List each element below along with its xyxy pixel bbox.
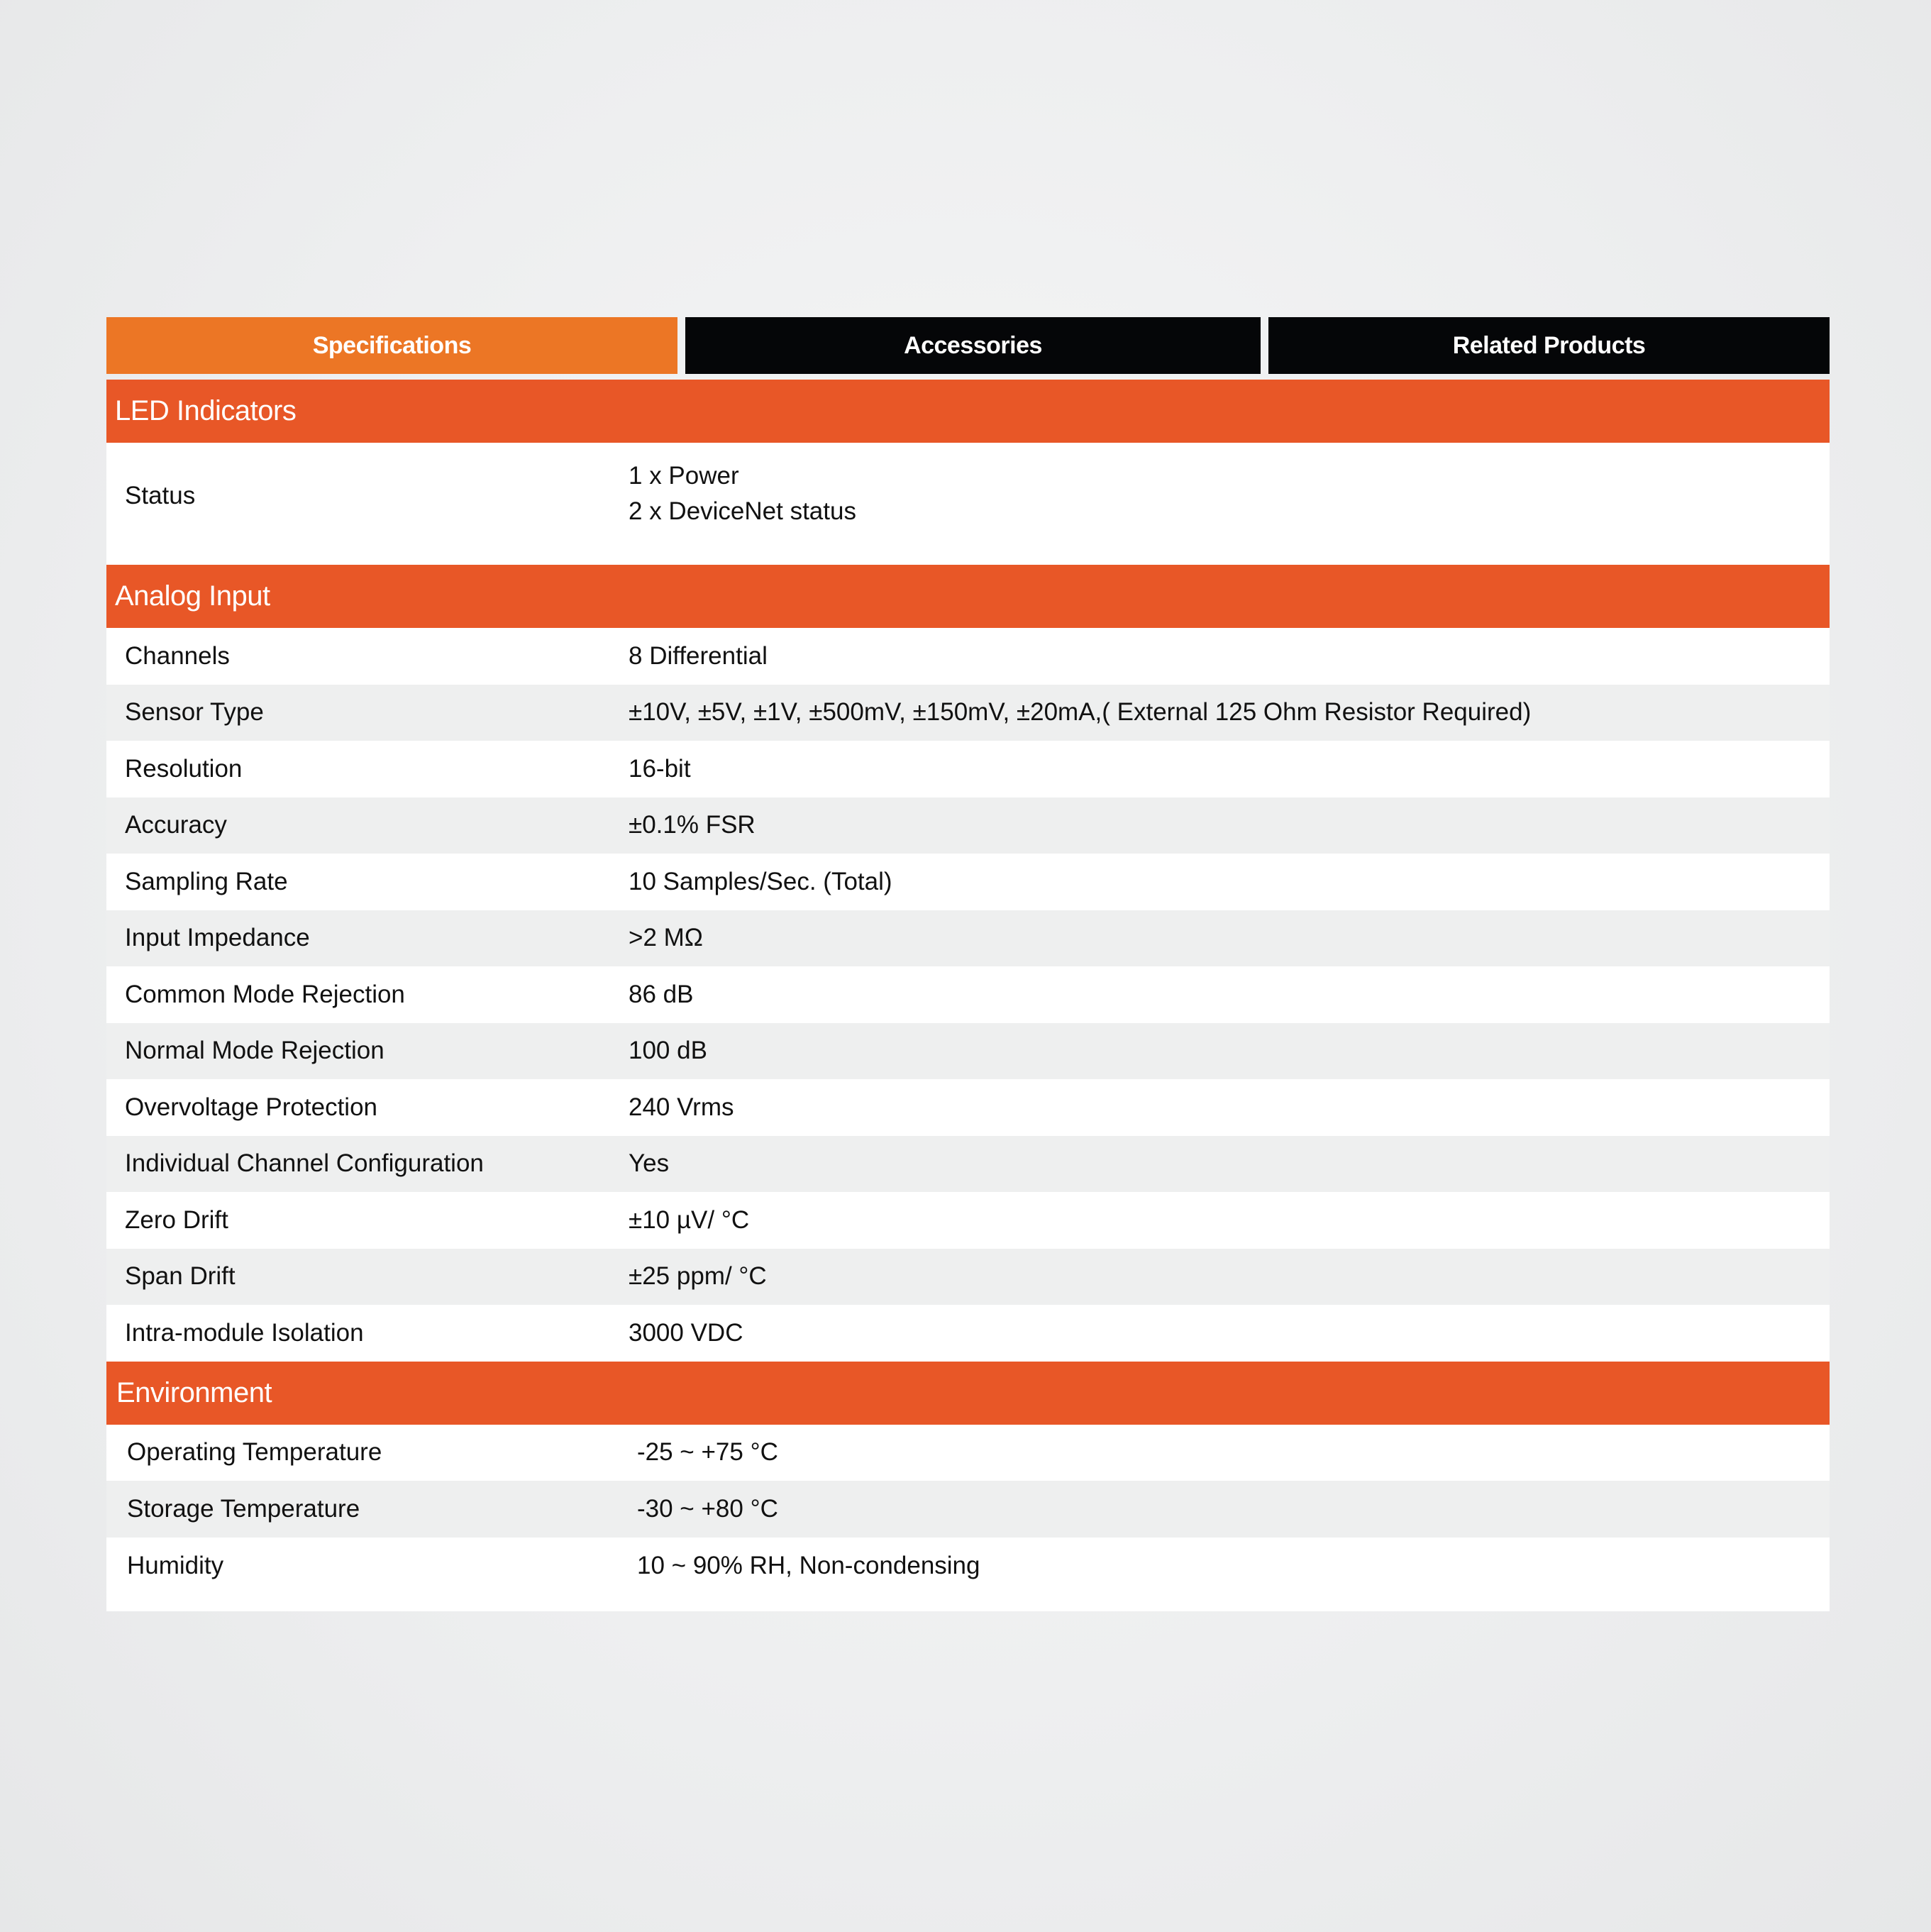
row-value: 10 ~ 90% RH, Non-condensing: [637, 1551, 980, 1579]
row-value: 10 Samples/Sec. (Total): [629, 867, 892, 895]
table-row: [106, 797, 1830, 854]
row-value: 86 dB: [629, 980, 694, 1008]
section-header-led-indicators: LED Indicators: [106, 380, 1830, 443]
section-header-environment: Environment: [106, 1362, 1830, 1425]
table-row: [106, 628, 1830, 685]
table-row: [106, 1079, 1830, 1136]
row-label: Humidity: [127, 1551, 224, 1579]
row-label: Overvoltage Protection: [125, 1093, 378, 1121]
spec-panel: [106, 317, 1830, 1611]
row-label: Common Mode Rejection: [125, 980, 405, 1008]
table-row: [106, 1192, 1830, 1249]
row-value: ±10V, ±5V, ±1V, ±500mV, ±150mV, ±20mA,( External 125 Ohm Resistor Required): [629, 698, 1532, 727]
row-value: 8 Differential: [629, 641, 768, 670]
table-row: [106, 1023, 1830, 1080]
row-value: 240 Vrms: [629, 1093, 734, 1121]
row-value: >2 MΩ: [629, 924, 703, 952]
row-label: Span Drift: [125, 1262, 236, 1291]
row-value: 16-bit: [629, 754, 691, 783]
table-row: [106, 854, 1830, 910]
table-row: [106, 966, 1830, 1023]
table-row: [106, 1305, 1830, 1362]
row-label: Sensor Type: [125, 698, 264, 727]
table-row: [106, 1481, 1830, 1538]
row-value: -25 ~ +75 °C: [637, 1438, 778, 1467]
table-row: [106, 910, 1830, 967]
row-value: 100 dB: [629, 1037, 707, 1065]
row-value: Yes: [629, 1149, 670, 1178]
section-header-analog-input: Analog Input: [106, 565, 1830, 628]
tab-accessories[interactable]: Accessories: [685, 317, 1261, 374]
row-label: Status: [125, 482, 196, 509]
row-label: Resolution: [125, 754, 243, 783]
row-value: ±10 µV/ °C: [629, 1205, 750, 1234]
table-row: [106, 1136, 1830, 1193]
row-label: Individual Channel Configuration: [125, 1149, 484, 1178]
row-label: Input Impedance: [125, 924, 310, 952]
row-label: Storage Temperature: [127, 1494, 360, 1523]
row-label: Zero Drift: [125, 1205, 228, 1234]
row-value: 3000 VDC: [629, 1318, 743, 1347]
row-value: [629, 443, 1830, 529]
tab-specifications[interactable]: Specifications: [106, 317, 677, 374]
row-label: Normal Mode Rejection: [125, 1037, 384, 1065]
value-line: 2 x DeviceNet status: [629, 497, 856, 525]
row-label: Channels: [125, 641, 230, 670]
row-value: -30 ~ +80 °C: [637, 1494, 778, 1523]
row-label: Intra-module Isolation: [125, 1318, 364, 1347]
row-label: Sampling Rate: [125, 867, 288, 895]
table-row: [106, 1538, 1830, 1611]
table-row: [106, 1249, 1830, 1306]
tab-related-products[interactable]: Related Products: [1268, 317, 1830, 374]
tab-bar: [106, 317, 1830, 374]
table-row: [106, 685, 1830, 741]
row-label: Accuracy: [125, 811, 227, 839]
table-row: [106, 1425, 1830, 1481]
table-row: [106, 741, 1830, 797]
row-value: ±0.1% FSR: [629, 811, 756, 839]
row-value: ±25 ppm/ °C: [629, 1262, 767, 1291]
value-line: 1 x Power: [629, 462, 739, 490]
row-label: Operating Temperature: [127, 1438, 382, 1467]
table-row: [106, 443, 1830, 565]
